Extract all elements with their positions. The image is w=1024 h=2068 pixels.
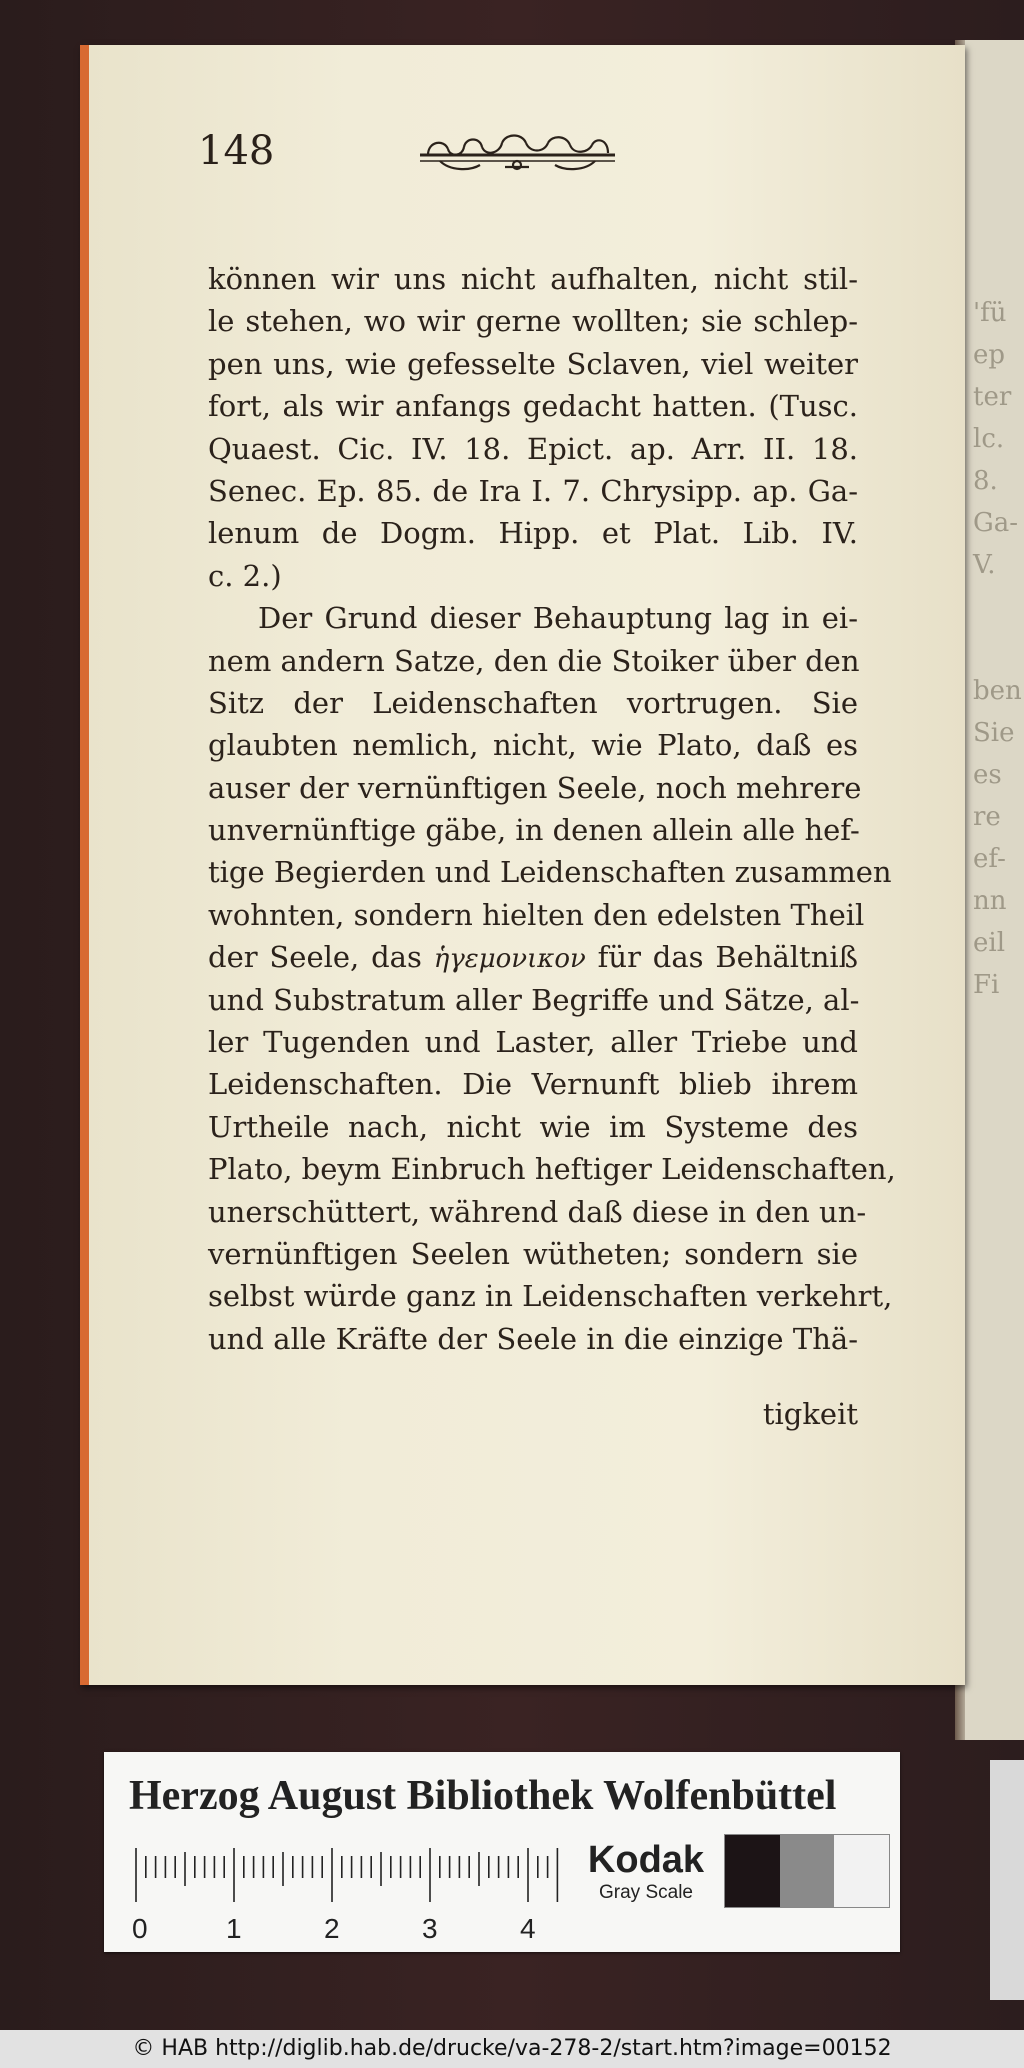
text-segment: der Seele, das bbox=[208, 940, 422, 975]
text-line: selbst würde ganz in Leidenschaften verkehrt, bbox=[208, 1279, 893, 1314]
gray-scale-swatches bbox=[724, 1834, 890, 1908]
text-line: wohnten, sondern hielten den edelsten Theil bbox=[208, 897, 865, 932]
text-line: ler Tugenden und Laster, aller Triebe und bbox=[208, 1025, 858, 1060]
text-line: c. 2.) bbox=[208, 558, 282, 593]
ornament-headpiece bbox=[410, 127, 625, 177]
text-line: unerschüttert, während daß diese in den un- bbox=[208, 1194, 867, 1229]
ruler-label: 4 bbox=[520, 1913, 536, 1944]
ruler bbox=[132, 1844, 562, 1944]
text-line: vernünftigen Seelen wütheten; sondern sie bbox=[208, 1236, 858, 1271]
text-line: Plato, beym Einbruch heftiger Leidenschaften, bbox=[208, 1152, 896, 1187]
swatch-black bbox=[725, 1835, 780, 1907]
text-line: auser der vernünftigen Seele, noch mehrere bbox=[208, 770, 862, 805]
text-line: glaubten nemlich, nicht, wie Plato, daß es bbox=[208, 728, 858, 763]
text-line: Der Grund dieser Behauptung lag in ei- bbox=[258, 601, 858, 636]
text-line: lenum de Dogm. Hipp. et Plat. Lib. IV. bbox=[208, 516, 858, 551]
text-line: Quaest. Cic. IV. 18. Epict. ap. Arr. II. 18. bbox=[208, 431, 858, 466]
greek-word: ἡγεμονικον bbox=[433, 944, 586, 975]
text-line: le stehen, wo wir gerne wollten; sie schlep- bbox=[208, 304, 858, 339]
text-line: Senec. Ep. 85. de Ira I. 7. Chrysipp. ap. Ga- bbox=[208, 473, 858, 508]
text-line: Leidenschaften. Die Vernunft blieb ihrem bbox=[208, 1067, 858, 1102]
catchword: tigkeit bbox=[762, 1397, 858, 1431]
kodak-brand: Kodak bbox=[587, 1839, 705, 1881]
page-text bbox=[208, 258, 896, 1360]
text-line bbox=[208, 936, 858, 978]
kodak-logo bbox=[576, 1838, 716, 1918]
text-line: Urtheile nach, nicht wie im Systeme des bbox=[208, 1109, 858, 1144]
ruler-label: 2 bbox=[324, 1913, 340, 1944]
ruler-label: 1 bbox=[226, 1913, 242, 1944]
text-line: Sitz der Leidenschaften vortrugen. Sie bbox=[208, 685, 858, 720]
text-line: pen uns, wie gefesselte Sclaven, viel weiter bbox=[208, 346, 858, 381]
text-segment: für das Behältniß bbox=[597, 940, 859, 975]
swatch-gray bbox=[780, 1835, 835, 1907]
color-reference-card bbox=[104, 1752, 900, 1952]
page-number: 148 bbox=[198, 128, 275, 174]
text-line: und Substratum aller Begriffe und Sätze, al- bbox=[208, 982, 860, 1017]
copyright-footer: © HAB http://diglib.hab.de/drucke/va-278-2/start.htm?image=00152 bbox=[0, 2030, 1024, 2068]
text-line: fort, als wir anfangs gedacht hatten. (Tusc. bbox=[208, 389, 858, 424]
swatch-white bbox=[834, 1835, 889, 1907]
library-title: Herzog August Bibliothek Wolfenbüttel bbox=[129, 1773, 837, 1819]
text-line: und alle Kräfte der Seele in die einzige Thä- bbox=[208, 1321, 858, 1356]
ruler-label: 3 bbox=[422, 1913, 438, 1944]
adjacent-card-edge bbox=[990, 1760, 1024, 2000]
kodak-subtitle: Gray Scale bbox=[599, 1882, 693, 1903]
ruler-label: 0 bbox=[132, 1913, 148, 1944]
facing-page: 'fü ep ter lc. 8. Ga- V. ben Sie es re ef- nn eil Fi bbox=[965, 40, 1024, 1740]
text-line: tige Begierden und Leidenschaften zusammen bbox=[208, 855, 892, 890]
text-line: können wir uns nicht aufhalten, nicht stil- bbox=[208, 262, 858, 296]
text-line: unvernünftige gäbe, in denen allein alle hef- bbox=[208, 813, 860, 848]
text-line: nem andern Satze, den die Stoiker über den bbox=[208, 643, 860, 678]
